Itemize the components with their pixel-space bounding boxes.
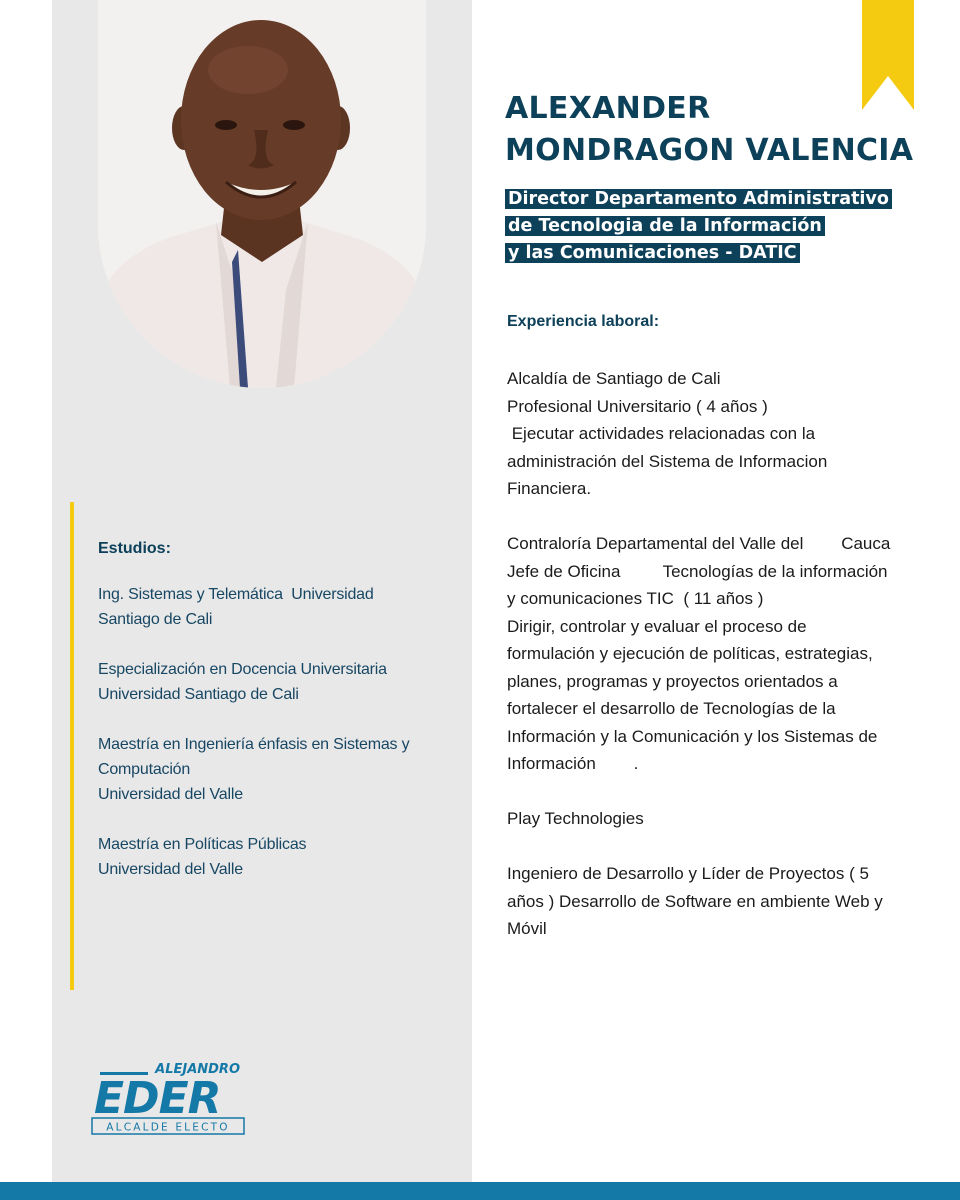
spacer xyxy=(507,778,937,806)
experience-line: planes, programas y proyectos orientados a xyxy=(507,671,838,691)
person-name xyxy=(505,88,945,172)
studies-list xyxy=(98,582,458,882)
experience-line: Ejecutar actividades relacionadas con la xyxy=(507,424,816,443)
experience-line: Ingeniero de Desarrollo y Líder de Proyectos ( 5 xyxy=(507,864,869,883)
spacer xyxy=(98,807,458,832)
experience-line: formulación y ejecución de políticas, estrategias, xyxy=(507,644,873,663)
studies-accent-bar xyxy=(70,502,74,990)
studies-line: Santiago de Cali xyxy=(98,611,213,628)
experience-line: Jefe de Oficina Tecnologías de la información xyxy=(507,561,888,581)
studies-line: Universidad Santiago de Cali xyxy=(98,686,299,703)
studies-heading: Estudios: xyxy=(98,540,171,557)
spacer xyxy=(98,632,458,657)
studies-line: Maestría en Políticas Públicas xyxy=(98,836,307,853)
experience-line: Profesional Universitario ( 4 años ) xyxy=(507,396,768,416)
logo-bottom-text: ALCALDE ELECTO xyxy=(106,1121,230,1134)
experience-line: Play Technologies xyxy=(507,809,644,828)
experience-line: Financiera. xyxy=(507,479,592,498)
experience-line: Información . xyxy=(507,754,639,773)
studies-line: Maestría en Ingeniería énfasis en Sistemas y xyxy=(98,736,410,753)
name-line-1: ALEXANDER xyxy=(505,91,711,126)
experience-line: Alcaldía de Santiago de Cali xyxy=(507,369,721,388)
position-line-2: de Tecnologia de la Información xyxy=(505,216,825,236)
studies-line: Especialización en Docencia Universitaria xyxy=(98,661,387,678)
name-line-2: MONDRAGON VALENCIA xyxy=(505,133,914,168)
experience-line: y comunicaciones TIC ( 11 años ) xyxy=(507,589,764,608)
spacer xyxy=(98,707,458,732)
experience-list xyxy=(507,365,937,943)
experience-line: administración del Sistema de Informacion xyxy=(507,451,828,471)
spacer xyxy=(507,503,937,531)
studies-line: Computación xyxy=(98,761,191,778)
studies-line: Universidad del Valle xyxy=(98,861,243,878)
experience-heading: Experiencia laboral: xyxy=(507,313,660,330)
experience-line: fortalecer el desarrollo de Tecnologías de la xyxy=(507,699,836,718)
logo-top-text: ALEJANDRO xyxy=(155,1062,240,1077)
position-title xyxy=(505,186,945,267)
logo-main-text: EDER xyxy=(94,1073,221,1124)
position-line-3: y las Comunicaciones - DATIC xyxy=(505,243,800,263)
bottom-bar xyxy=(0,1182,960,1200)
experience-line: años ) Desarrollo de Software en ambiente Web y xyxy=(507,891,883,911)
position-line-1: Director Departamento Administrativo xyxy=(505,189,892,209)
studies-line: Universidad del Valle xyxy=(98,786,243,803)
spacer xyxy=(507,833,937,861)
experience-line: Móvil xyxy=(507,919,547,938)
experience-line: Información y la Comunicación y los Sistemas de xyxy=(507,726,878,746)
studies-line: Ing. Sistemas y Telemática Universidad xyxy=(98,586,374,603)
experience-line: Dirigir, controlar y evaluar el proceso de xyxy=(507,616,807,636)
eder-logo xyxy=(88,1060,248,1136)
experience-line: Contraloría Departamental del Valle del Cauca xyxy=(507,534,891,553)
profile-photo xyxy=(98,0,426,388)
